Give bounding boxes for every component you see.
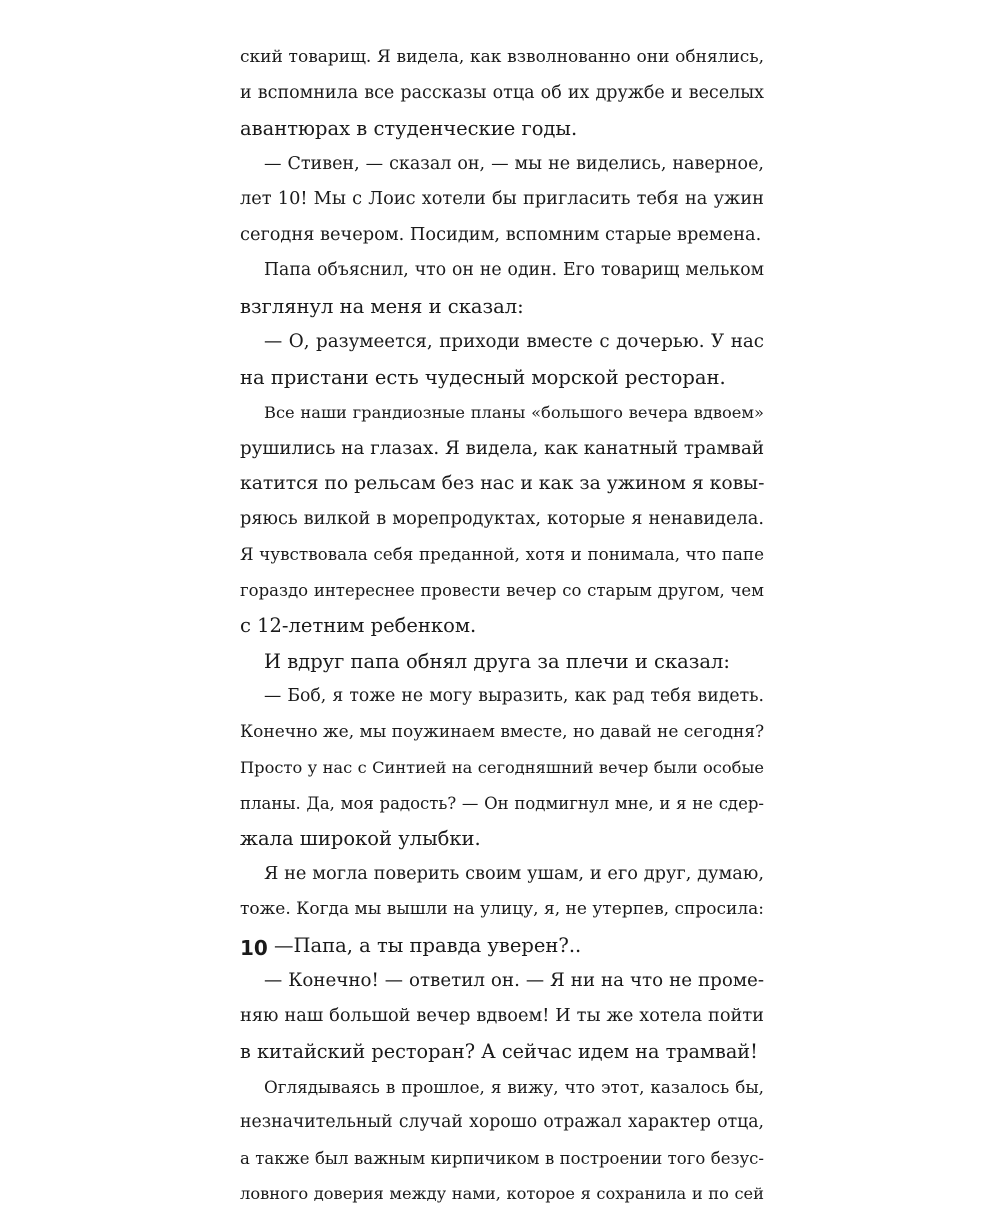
text-line: — Конечно! — ответил он. — Я ни на что не проме- [264,970,764,991]
text-line: ловного доверия между нами, которое я сохранила и по сей [240,1184,764,1203]
text-line: незначительный случай хорошо отражал характер отца, [240,1112,764,1132]
text-line: лет 10! Мы с Лоис хотели бы пригласить тебя на ужин [240,189,764,209]
text-line: тоже. Когда мы вышли на улицу, я, не утерпев, спросила: [240,899,764,919]
text-line: —Папа, а ты правда уверен?.. [274,933,582,957]
text-line: взглянул на меня и сказал: [240,294,524,318]
body-text [240,40,764,1212]
text-line: Конечно же, мы поужинаем вместе, но давай не сегодня? [240,721,765,742]
text-line: ский товарищ. Я видела, как взволнованно они обнялись, [240,47,764,67]
text-line: Оглядываясь в прошлое, я вижу, что этот, казалось бы, [264,1076,764,1097]
text-line: И вдруг папа обнял друга за плечи и сказал: [264,649,730,673]
text-line: катится по рельсам без нас и как за ужином я ковы- [240,473,765,494]
text-line: сегодня вечером. Посидим, вспомним старые времена. [240,224,762,245]
page-number: 10 [240,936,268,960]
text-line: гораздо интереснее провести вечер со старым другом, чем [240,580,764,600]
text-line: Папа объяснил, что он не один. Его товарищ мельком [264,260,764,280]
text-line: Я не могла поверить своим ушам, и его друг, думаю, [264,863,764,884]
text-line: Просто у нас с Синтией на сегодняшний вечер были особые [240,758,764,777]
text-line: Я чувствовала себя преданной, хотя и понимала, что папе [240,544,764,564]
text-line: ряюсь вилкой в морепродуктах, которые я ненавидела. [240,508,764,529]
text-line: жала широкой улыбки. [240,827,481,850]
text-line: планы. Да, моя радость? — Он подмигнул мне, и я не сдер- [240,793,764,813]
text-line: с 12-летним ребенком. [240,614,477,637]
text-line: авантюрах в студенческие годы. [240,117,578,140]
text-line: и вспомнила все рассказы отца об их дружбе и веселых [240,82,764,103]
text-line: а также был важным кирпичиком в построении того безус- [240,1148,764,1168]
text-line: Все наши грандиозные планы «большого вечера вдвоем» [264,403,764,422]
text-line: в китайский ресторан? А сейчас идем на трамвай! [240,1040,758,1063]
text-line: — Боб, я тоже не могу выразить, как рад тебя видеть. [264,686,764,706]
text-line: — О, разумеется, приходи вместе с дочерью. У нас [264,331,764,352]
text-line: — Стивен, — сказал он, — мы не виделись, наверное, [264,153,764,174]
text-line: рушились на глазах. Я видела, как канатный трамвай [240,437,764,459]
text-line: няю наш большой вечер вдвоем! И ты же хотела пойти [240,1005,764,1026]
text-line: на пристани есть чудесный морской ресторан. [240,365,726,389]
